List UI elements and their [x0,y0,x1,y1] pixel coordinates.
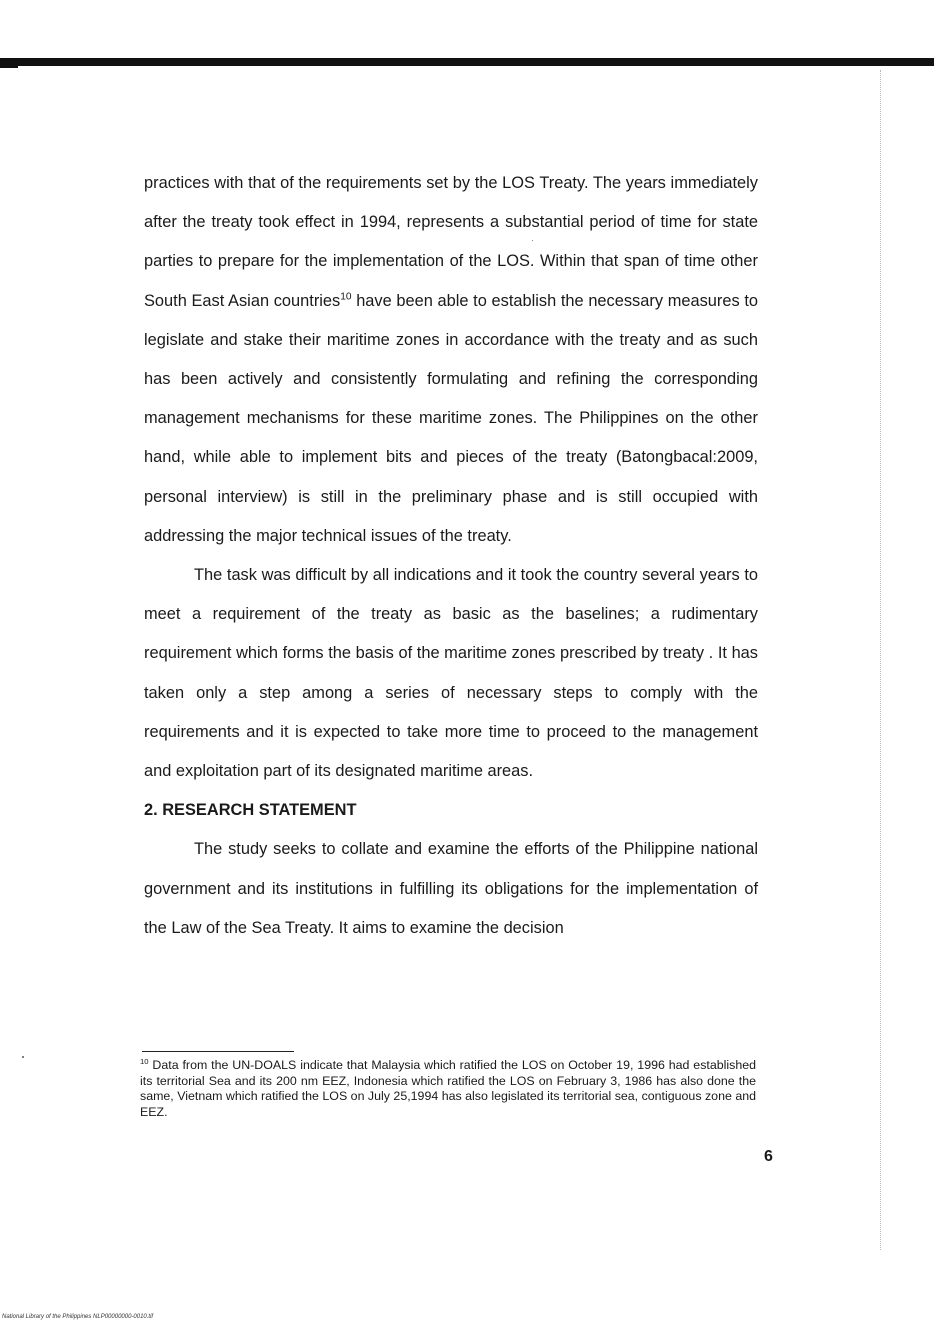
scan-top-border [0,58,934,66]
paragraph-1-part-b: have been able to establish the necessary measures to legislate and stake their maritime zones in accordance with the treaty and as such has been actively and consistently formulating and refining the corresponding management mechanisms for these maritime zones. The Philippines on the other hand, while able to implement bits and pieces of the treaty (Batongbacal:2009, personal interview) is still in the preliminary phase and is still occupied with addressing the major technical issues of the treaty. [144,291,758,545]
paragraph-3: The study seeks to collate and examine the efforts of the Philippine national government and its institutions in fulfilling its obligations for the implementation of the Law of the Sea Treaty. It aims to examine the decision [144,840,758,937]
body-text [144,164,758,948]
footnote-text: Data from the UN-DOALS indicate that Malaysia which ratified the LOS on October 19, 1996 had established its territorial Sea and its 200 nm EEZ, Indonesia which ratified the LOS on February 3, 1986 has also done the same, Vietnam which ratified the LOS on July 25,1994 has also legislated its territorial sea, contiguous zone and EEZ. [140,1058,756,1119]
scan-right-edge-dots [880,70,881,1250]
scan-stamp: National Library of the Philippines NLP00000000-0010.tif [2,1314,154,1320]
page-number: 6 [764,1148,773,1165]
scan-border-notch [0,64,18,68]
scan-speck [532,240,533,241]
paragraph-2: The task was difficult by all indications and it took the country several years to meet a requirement of the treaty as basic as the baselines; a rudimentary requirement which forms the basis of the maritime zones prescribed by treaty . It has taken only a step among a series of necessary steps to comply with the requirements and it is expected to take more time to proceed to the management and exploitation part of its designated maritime areas. [144,566,758,781]
scan-speck [22,1056,24,1058]
footnote [140,1058,756,1120]
paragraph-1-part-a: practices with that of the requirements set by the LOS Treaty. The years immediately after the treaty took effect in 1994, represents a substantial period of time for state parties to prepare for the implementation of the LOS. Within that span of time other South East Asian countries [144,174,758,310]
footnote-reference: 10 [340,291,352,303]
footnote-separator [142,1051,294,1052]
footnote-marker: 10 [140,1056,149,1066]
paragraph-1 [144,164,758,556]
section-heading: 2. RESEARCH STATEMENT [144,801,357,820]
